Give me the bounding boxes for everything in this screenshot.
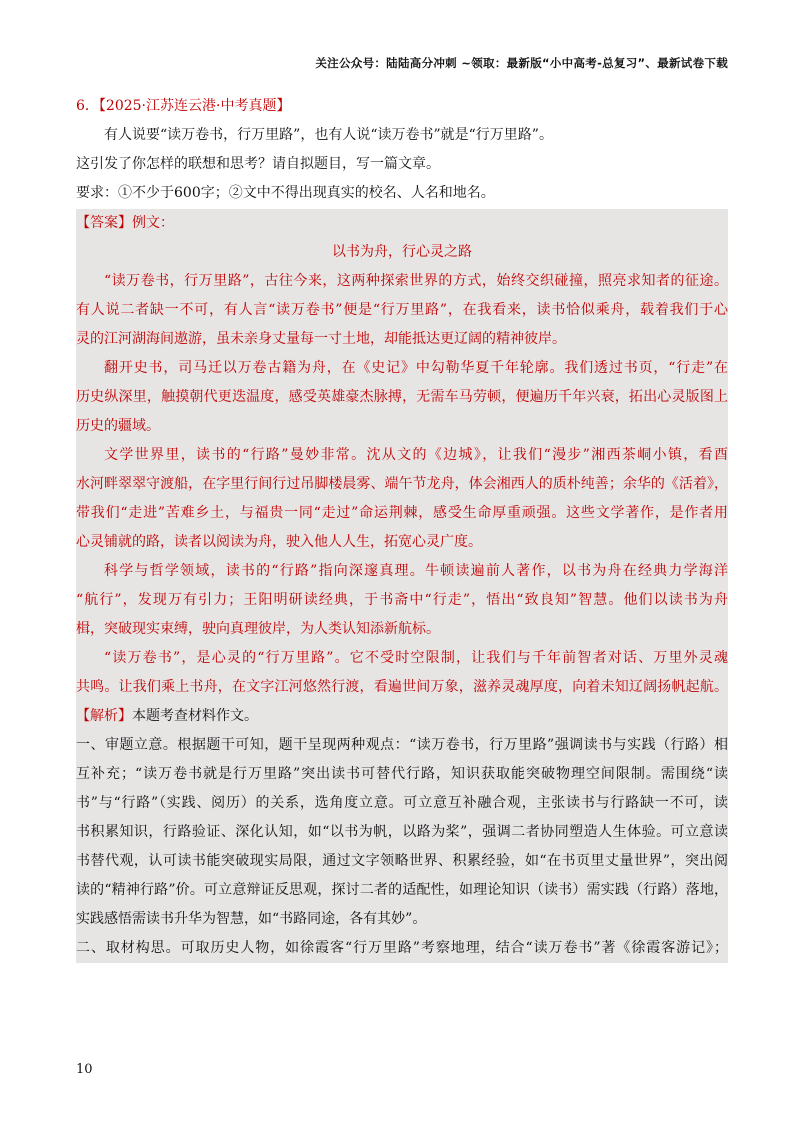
answer-section (76, 209, 728, 963)
essay-line: 历史的疆域。 (76, 418, 160, 434)
essay-title: 以书为舟，行心灵之路 (332, 244, 472, 260)
essay-line: 文学世界里，读书的“行路”曼妙非常。沈从文的《边城》，让我们“漫步”湘西茶峒小镇，看酉 (104, 447, 728, 463)
question-heading (76, 92, 728, 121)
essay-line: 心灵铺就的路，读者以阅读为舟，驶入他人人生，拓宽心灵广度。 (76, 534, 482, 550)
question-number: 6． (76, 98, 99, 114)
analysis-intro: 本题考查材料作文。 (132, 708, 258, 724)
analysis-line: 读的“精神行路”价。可立意辩证反思观，探讨二者的适配性，如理论知识（读书）需实践（行路）落地， (76, 882, 728, 898)
essay-line: 水河畔翠翠守渡船，在字里行间行过吊脚楼晨雾、端午节龙舟，体会湘西人的质朴纯善；余华的《活着》， (76, 476, 728, 492)
question-source: 【2025·江苏连云港·中考真题】 (98, 98, 291, 114)
essay-line: 灵的江河湖海间遨游，虽未亲身丈量每一寸土地，却能抵达更辽阔的精神彼岸。 (76, 331, 566, 347)
analysis-line: 书替代观，认可读书能突破现实局限，通过文字领略世界、积累经验，如“在书页里丈量世界”，突出阅 (76, 853, 728, 869)
question-prompt-line-2: 这引发了你怎样的联想和思考？请自拟题目，写一篇文章。 (76, 156, 440, 172)
essay-line: 历史纵深里，触摸朝代更迭温度，感受英雄豪杰脉搏，无需车马劳顿，便遍历千年兴衰，拓出心灵版图上 (76, 389, 728, 405)
essay-line: 翻开史书，司马迁以万卷古籍为舟，在《史记》中勾勒华夏千年轮廓。我们透过书页，“行走”在 (104, 360, 728, 376)
essay-line: “航行”，发现万有引力；王阳明研读经典，于书斋中“行走”，悟出“致良知”智慧。他们以读书为舟 (76, 592, 728, 608)
analysis-line: 互补充；“读万卷书就是行万里路”突出读书可替代行路，知识获取能突破物理空间限制。需围绕“读 (76, 766, 728, 782)
question-requirement: 要求：①不少于600字；②文中不得出现真实的校名、人名和地名。 (76, 185, 495, 201)
essay-line: 楫，突破现实束缚，驶向真理彼岸，为人类认知添新航标。 (76, 621, 440, 637)
essay-line: “读万卷书”，是心灵的“行万里路”。它不受时空限制，让我们与千年前智者对话、万里外灵魂 (104, 650, 728, 666)
essay-line: 科学与哲学领域，读书的“行路”指向深邃真理。牛顿读遍前人著作，以书为舟在经典力学海洋 (104, 563, 728, 579)
analysis-line: 书”与“行路”（实践、阅历）的关系，选角度立意。可立意互补融合观，主张读书与行路缺一不可，读 (76, 795, 728, 811)
essay-line: 带我们“走进”苦难乡土，与福贵一同“走过”命运荆棘，感受生命厚重顽强。这些文学著作，是作者用 (76, 505, 728, 521)
page-number: 10 (76, 1062, 93, 1077)
analysis-line: 书积累知识，行路验证、深化认知，如“以书为帆，以路为桨”，强调二者协同塑造人生体验。可立意读 (76, 824, 728, 840)
analysis-line: 二、取材构思。可取历史人物，如徐霞客“行万里路”考察地理，结合“读万卷书”著《徐霞客游记》； (76, 940, 728, 956)
answer-tag: 【答案】 (76, 215, 132, 231)
essay-line: 有人说二者缺一不可，有人言“读万卷书”便是“行万里路”，在我看来，读书恰似乘舟，载着我们于心 (76, 302, 728, 318)
analysis-line: 实践感悟需读书升华为智慧，如“书路同途，各有其妙”。 (76, 911, 427, 927)
page-content (76, 92, 728, 963)
page-header: 关注公众号：陆陆高分冲刺 ~领取：最新版“小中高考-总复习”、最新试卷下载 (315, 56, 728, 70)
answer-heading (76, 209, 728, 238)
answer-intro: 例文： (132, 215, 174, 231)
analysis-tag: 【解析】 (76, 708, 132, 724)
essay-line: 共鸣。让我们乘上书舟，在文字江河悠然行渡，看遍世间万象，滋养灵魂厚度，向着未知辽阔扬帆起航。 (76, 679, 728, 695)
analysis-line: 一、审题立意。根据题干可知，题干呈现两种观点：“读万卷书，行万里路”强调读书与实践（行路）相 (76, 737, 728, 753)
analysis-heading (76, 702, 728, 731)
question-prompt-line-1: 有人说要“读万卷书，行万里路”，也有人说“读万卷书”就是“行万里路”。 (104, 127, 553, 143)
essay-line: “读万卷书，行万里路”，古往今来，这两种探索世界的方式，始终交织碰撞，照亮求知者的征途。 (104, 273, 728, 289)
